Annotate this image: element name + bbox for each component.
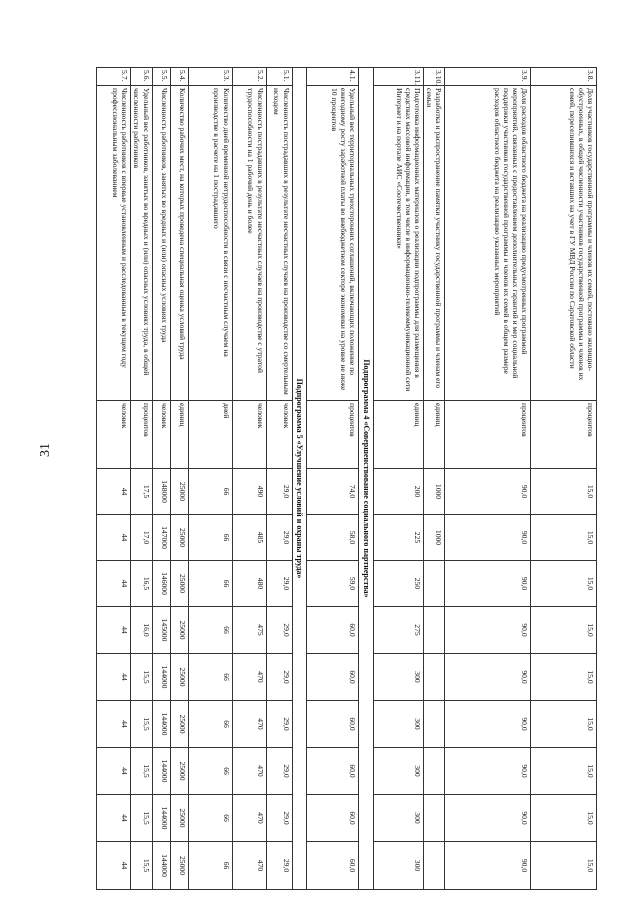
value-cell: 66 [188, 748, 232, 795]
value-cell: 300 [373, 748, 423, 795]
table-row [423, 68, 444, 890]
table-row [307, 68, 359, 890]
value-cell: 29,0 [266, 515, 292, 561]
value-cell: 58,0 [307, 515, 359, 561]
value-cell: 29,0 [266, 701, 292, 748]
value-cell [423, 607, 444, 654]
value-cell: 17,0 [131, 515, 152, 561]
value-cell: 15,0 [531, 654, 597, 701]
value-cell: 15,0 [531, 748, 597, 795]
value-cell: 300 [373, 842, 423, 890]
table-row [131, 68, 152, 890]
table-row [531, 68, 597, 890]
table-row [170, 68, 188, 890]
table-row [266, 68, 292, 890]
value-cell: 15,0 [531, 701, 597, 748]
value-cell: 15,0 [531, 515, 597, 561]
unit-cell: человек [232, 401, 266, 469]
value-cell: 44 [97, 515, 131, 561]
value-cell: 44 [97, 654, 131, 701]
value-cell: 44 [97, 842, 131, 890]
value-cell [423, 561, 444, 607]
value-cell: 146000 [152, 561, 170, 607]
value-cell: 59,0 [307, 561, 359, 607]
value-cell: 300 [373, 701, 423, 748]
value-cell: 144000 [152, 795, 170, 842]
row-number: 3.8. [531, 68, 597, 86]
indicator-name: Разработка и распространение памятки участнику государственной программы и членам его семьи [423, 86, 444, 401]
value-cell [423, 748, 444, 795]
value-cell: 148000 [152, 469, 170, 515]
indicator-name: Удельный вес территориальных трехсторонних соглашений, включающих положение по ежегодному росту заработной платы во внебюджетном секторе экономики на уровне не ниже 10 процентов [307, 86, 359, 401]
row-number: 5.2. [232, 68, 266, 86]
value-cell: 66 [188, 842, 232, 890]
unit-cell: процентов [531, 401, 597, 469]
value-cell: 44 [97, 701, 131, 748]
value-cell: 29,0 [266, 842, 292, 890]
value-cell: 490 [232, 469, 266, 515]
value-cell [423, 795, 444, 842]
indicator-name: Доля расходов областного бюджета на реализацию предусмотренных программой мероприятий, связанных с предоставлением дополнительных гарантий и мер социальной поддержки участников государственной программы и членов их семей в общем размере расходов областного бюджета на реализацию указанных мероприятий [445, 86, 531, 401]
value-cell [423, 842, 444, 890]
value-cell: 60,0 [307, 748, 359, 795]
value-cell: 90,0 [445, 515, 531, 561]
row-number: 5.5. [152, 68, 170, 86]
value-cell: 25000 [170, 469, 188, 515]
value-cell: 90,0 [445, 842, 531, 890]
value-cell: 475 [232, 607, 266, 654]
value-cell: 485 [232, 515, 266, 561]
table-row [445, 68, 531, 890]
value-cell: 470 [232, 654, 266, 701]
value-cell: 25000 [170, 654, 188, 701]
value-cell: 29,0 [266, 469, 292, 515]
indicator-name: Численность работников с впервые установленным и расследованным в текущем году профессиональным заболеванием [97, 86, 131, 401]
row-number: 5.4. [170, 68, 188, 86]
value-cell: 470 [232, 795, 266, 842]
section-header-row [292, 68, 307, 890]
value-cell: 15,5 [131, 842, 152, 890]
table-row [373, 68, 423, 890]
unit-cell: человек [152, 401, 170, 469]
indicator-name: Численность работников, занятых во вредных и (или) опасных условиях труда [152, 86, 170, 401]
value-cell: 16,5 [131, 561, 152, 607]
value-cell: 17,5 [131, 469, 152, 515]
value-cell: 90,0 [445, 607, 531, 654]
value-cell: 44 [97, 795, 131, 842]
value-cell: 15,5 [131, 654, 152, 701]
value-cell: 90,0 [445, 654, 531, 701]
indicator-name: Численность пострадавших в результате несчастных случаев на производстве со смертельным исходом [266, 86, 292, 401]
value-cell: 470 [232, 842, 266, 890]
indicator-name: Удельный вес работников, занятых во вредных и (или) опасных условиях труда, в общей численности работников [131, 86, 152, 401]
unit-cell: человек [266, 401, 292, 469]
unit-cell: процентов [131, 401, 152, 469]
value-cell: 29,0 [266, 795, 292, 842]
indicator-name: Подготовка информационных материалов о реализации подпрограммы для размещения в средствах массовой информации, в том числе в информационно-телекоммуникационной сети Интернет и на портале АИС «Соотечественники» [373, 86, 423, 401]
value-cell: 44 [97, 607, 131, 654]
value-cell: 15,0 [531, 795, 597, 842]
value-cell: 1000 [423, 515, 444, 561]
indicator-name: Количество дней временной нетрудоспособности в связи с несчастным случаем на производстве в расчете на 1 пострадавшего [188, 86, 232, 401]
indicator-name: Доля участников государственной программы и членов их семей, постоянно жилищно-обустроенных, в общей численности участников государственной программы и членов их семей, переселившихся и вставших на учет в ГУ МВД России по Саратовской области [531, 86, 597, 401]
unit-cell: единиц [170, 401, 188, 469]
value-cell: 66 [188, 701, 232, 748]
value-cell: 25000 [170, 561, 188, 607]
unit-cell: человек [97, 401, 131, 469]
value-cell: 66 [188, 607, 232, 654]
value-cell: 25000 [170, 842, 188, 890]
value-cell: 15,0 [531, 607, 597, 654]
value-cell: 74,0 [307, 469, 359, 515]
value-cell: 200 [373, 469, 423, 515]
unit-cell: дней [188, 401, 232, 469]
value-cell: 90,0 [445, 561, 531, 607]
row-number: 4.1. [307, 68, 359, 86]
section-title: Подпрограмма 4 «Совершенствование социального партнерства» [359, 68, 374, 890]
value-cell: 144000 [152, 842, 170, 890]
value-cell: 470 [232, 748, 266, 795]
value-cell: 15,5 [131, 748, 152, 795]
value-cell: 15,5 [131, 701, 152, 748]
value-cell: 25000 [170, 607, 188, 654]
table-row [188, 68, 232, 890]
row-number: 5.7. [97, 68, 131, 86]
value-cell: 44 [97, 561, 131, 607]
value-cell: 90,0 [445, 469, 531, 515]
rotated-page [103, 67, 597, 889]
value-cell: 15,0 [531, 842, 597, 890]
row-number: 3.9. [445, 68, 531, 86]
value-cell: 60,0 [307, 701, 359, 748]
table-row [232, 68, 266, 890]
value-cell: 470 [232, 701, 266, 748]
value-cell: 144000 [152, 748, 170, 795]
value-cell: 250 [373, 561, 423, 607]
table-row [97, 68, 131, 890]
value-cell: 66 [188, 515, 232, 561]
section-title: Подпрограмма 5 «Улучшение условий и охраны труда» [292, 68, 307, 890]
value-cell: 480 [232, 561, 266, 607]
value-cell: 15,0 [531, 469, 597, 515]
unit-cell: единиц [373, 401, 423, 469]
value-cell: 15,0 [531, 561, 597, 607]
value-cell: 90,0 [445, 795, 531, 842]
value-cell: 29,0 [266, 561, 292, 607]
value-cell: 25000 [170, 748, 188, 795]
row-number: 3.10. [423, 68, 444, 86]
value-cell [423, 654, 444, 701]
value-cell: 300 [373, 654, 423, 701]
value-cell [423, 701, 444, 748]
value-cell: 275 [373, 607, 423, 654]
value-cell: 66 [188, 795, 232, 842]
value-cell: 29,0 [266, 654, 292, 701]
value-cell: 300 [373, 795, 423, 842]
value-cell: 29,0 [266, 748, 292, 795]
row-number: 5.3. [188, 68, 232, 86]
value-cell: 60,0 [307, 842, 359, 890]
value-cell: 16,0 [131, 607, 152, 654]
value-cell: 25000 [170, 795, 188, 842]
value-cell: 225 [373, 515, 423, 561]
table-row [152, 68, 170, 890]
value-cell: 60,0 [307, 795, 359, 842]
value-cell: 66 [188, 469, 232, 515]
value-cell: 66 [188, 654, 232, 701]
value-cell: 66 [188, 561, 232, 607]
value-cell: 15,5 [131, 795, 152, 842]
value-cell: 44 [97, 748, 131, 795]
indicators-table [96, 67, 597, 890]
unit-cell: единиц [423, 401, 444, 469]
value-cell: 44 [97, 469, 131, 515]
value-cell: 90,0 [445, 748, 531, 795]
value-cell: 25000 [170, 515, 188, 561]
indicator-name: Количество рабочих мест, на которых проведена специальная оценка условий труда [170, 86, 188, 401]
page-number: 31 [38, 443, 53, 457]
value-cell: 25000 [170, 701, 188, 748]
row-number: 5.6. [131, 68, 152, 86]
value-cell: 145000 [152, 607, 170, 654]
row-number: 3.11. [373, 68, 423, 86]
value-cell: 144000 [152, 654, 170, 701]
unit-cell: процентов [445, 401, 531, 469]
value-cell: 1000 [423, 469, 444, 515]
value-cell: 144000 [152, 701, 170, 748]
unit-cell: процентов [307, 401, 359, 469]
value-cell: 60,0 [307, 654, 359, 701]
value-cell: 29,0 [266, 607, 292, 654]
value-cell: 60,0 [307, 607, 359, 654]
value-cell: 90,0 [445, 701, 531, 748]
value-cell: 147000 [152, 515, 170, 561]
indicator-name: Численность пострадавших в результате несчастных случаев на производстве с утратой трудоспособности на 1 рабочий день и более [232, 86, 266, 401]
row-number: 5.1. [266, 68, 292, 86]
section-header-row [359, 68, 374, 890]
